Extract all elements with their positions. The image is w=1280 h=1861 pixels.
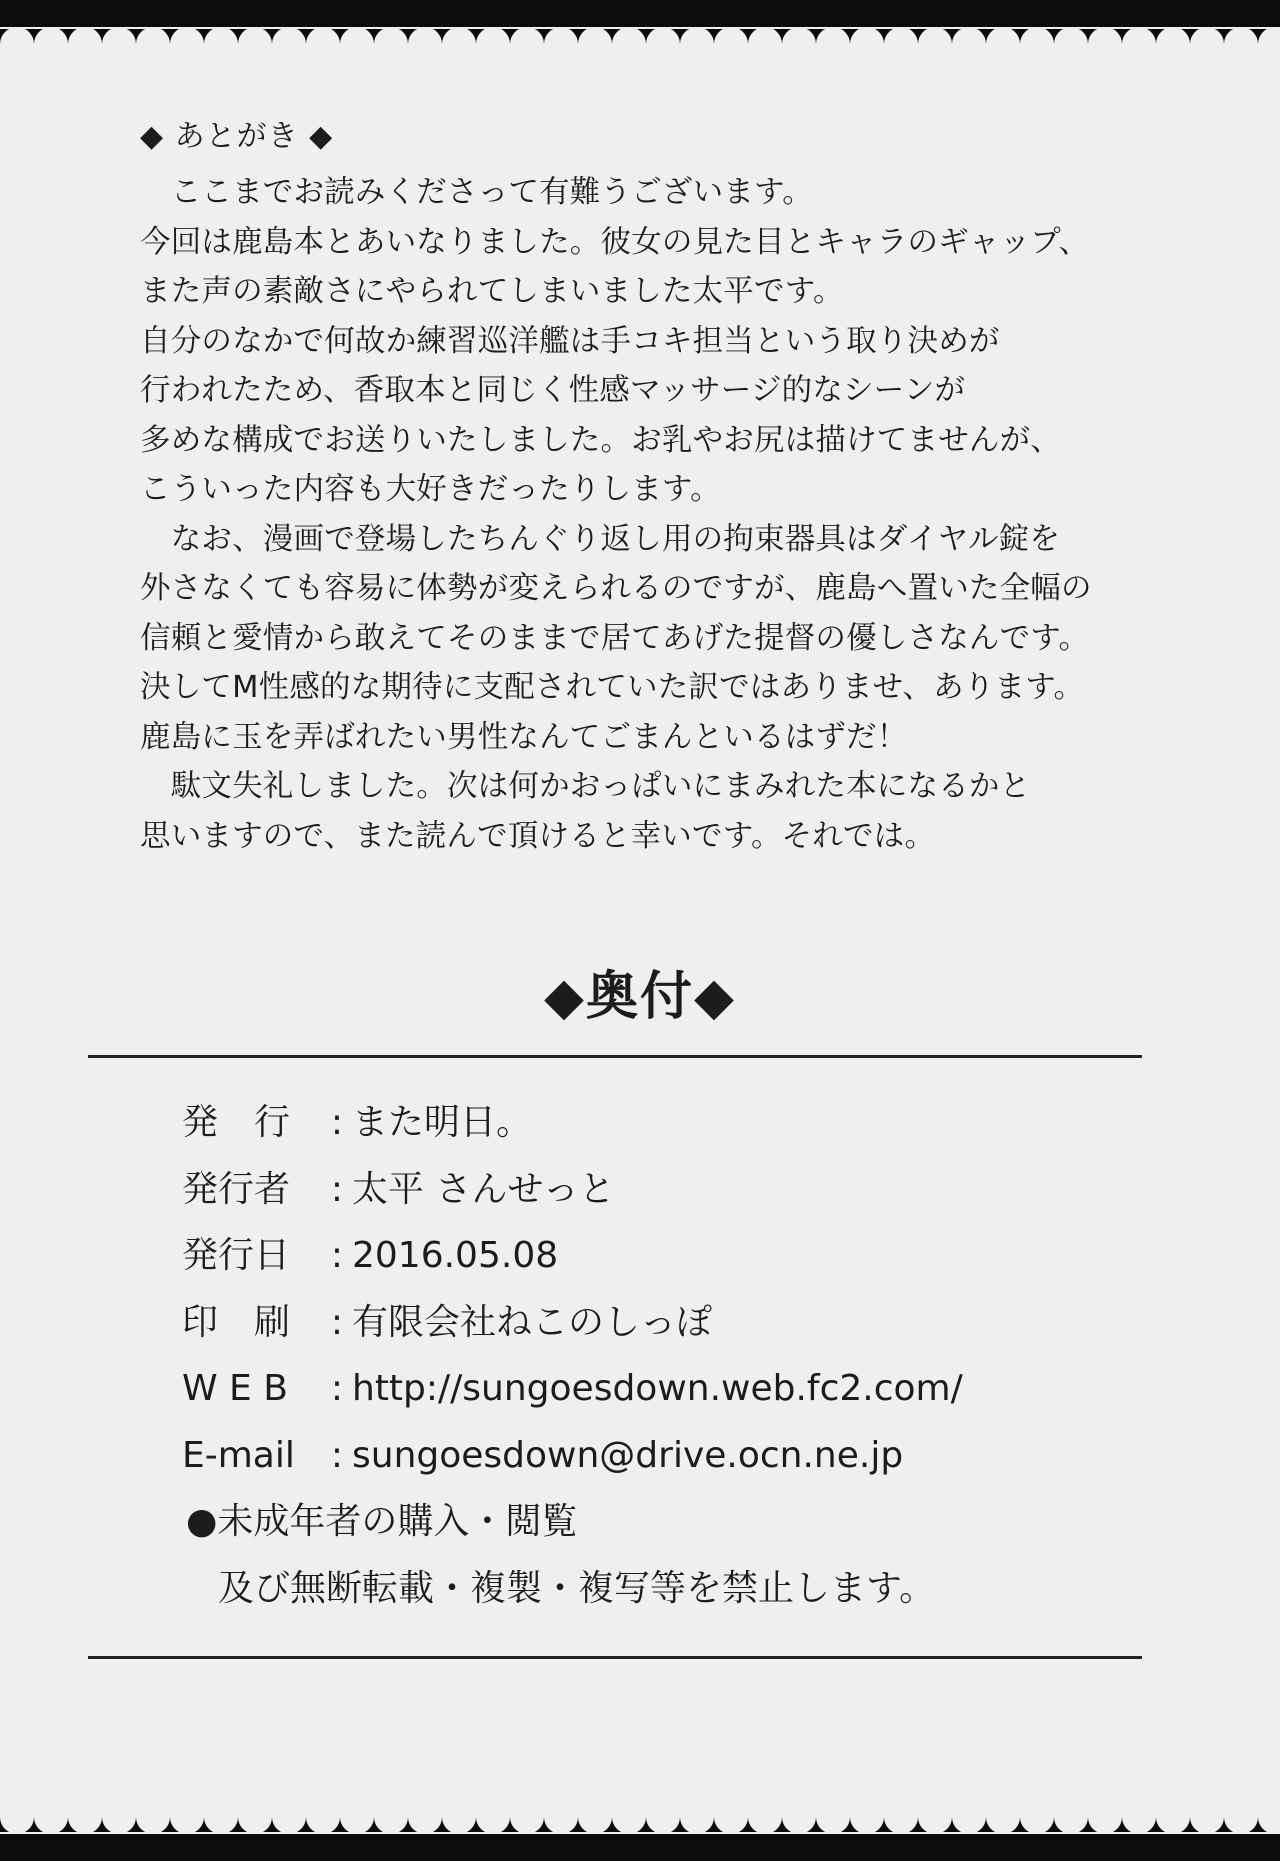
bottom-scalloped-border xyxy=(0,1799,1280,1861)
colophon-label: E-mail xyxy=(182,1434,295,1476)
top-scalloped-border xyxy=(0,0,1280,62)
colophon-section xyxy=(182,1090,1162,1622)
afterword-line: 行われたため、香取本と同じく性感マッサージ的なシーンが xyxy=(140,373,966,408)
colophon-separator: : xyxy=(330,1102,344,1143)
colophon-separator: : xyxy=(330,1368,344,1409)
colophon-label: 発 行 xyxy=(182,1102,291,1143)
afterword-line: 思いますので、また読んで頂けると幸いです。それでは。 xyxy=(140,818,936,854)
afterword-line: また声の素敵さにやられてしまいました太平です。 xyxy=(140,274,844,309)
notice-line-1: ●未成年者の購入・閲覧 xyxy=(186,1501,578,1542)
afterword-line: ここまでお読みくださって有難うございます。 xyxy=(140,175,813,210)
web-url: http://sungoesdown.web.fc2.com/ xyxy=(352,1368,963,1409)
colophon-separator: : xyxy=(330,1434,344,1476)
colophon-row-printer xyxy=(182,1290,1162,1357)
colophon-row-date xyxy=(182,1223,1162,1290)
colophon-label: 発行日 xyxy=(182,1235,291,1276)
colophon-value: 有限会社ねこのしっぽ xyxy=(352,1301,713,1343)
afterword-line: なお、漫画で登場したちんぐり返し用の拘束器具はダイヤル錠を xyxy=(140,521,1061,557)
colophon-separator: : xyxy=(330,1168,344,1210)
colophon-value: 太平 さんせっと xyxy=(352,1168,615,1210)
divider-top xyxy=(88,1055,1142,1058)
colophon-label: W E B xyxy=(182,1368,288,1409)
colophon-separator: : xyxy=(330,1301,344,1343)
afterword-line: 自分のなかで何故か練習巡洋艦は手コキ担当という取り決めが xyxy=(140,323,1000,359)
divider-bottom xyxy=(88,1656,1142,1659)
afterword-line: 駄文失礼しました。次は何かおっぱいにまみれた本になるかと xyxy=(140,769,1031,804)
afterword-line: こういった内容も大好きだったりします。 xyxy=(140,472,721,507)
bottom-scallop-shape xyxy=(0,1799,1280,1834)
afterword-line: 鹿島に玉を弄ばれたい男性なんてごまんといるはずだ！ xyxy=(140,719,908,755)
email-address: sungoesdown@drive.ocn.ne.jp xyxy=(352,1434,904,1476)
colophon-label: 発行者 xyxy=(182,1168,291,1210)
top-scallop-shape xyxy=(0,27,1280,62)
afterword-body xyxy=(140,168,1160,861)
afterword-line: 決してM性感的な期待に支配されていた訳ではありませ、あります。 xyxy=(140,670,1085,705)
colophon-value: 2016.05.08 xyxy=(352,1235,559,1276)
afterword-line: 信頼と愛情から敢えてそのままで居てあげた提督の優しさなんです。 xyxy=(140,620,1090,656)
afterword-heading: ◆ あとがき ◆ xyxy=(140,119,334,154)
afterword-line: 多めな構成でお送りいたしました。お乳やお尻は描けてませんが、 xyxy=(140,422,1061,458)
colophon-title: ◆奥付◆ xyxy=(544,967,736,1027)
colophon-row-email xyxy=(182,1423,1162,1490)
afterword-line: 外さなくても容易に体勢が変えられるのですが、鹿島へ置いた全幅の xyxy=(140,571,1092,606)
colophon-row-issuer xyxy=(182,1157,1162,1224)
colophon-label: 印 刷 xyxy=(182,1301,291,1343)
afterword-section xyxy=(140,112,1160,861)
colophon-value: また明日。 xyxy=(352,1102,533,1143)
colophon-row-publisher xyxy=(182,1090,1162,1157)
colophon-separator: : xyxy=(330,1235,344,1276)
afterword-line: 今回は鹿島本とあいなりました。彼女の見た目とキャラのギャップ、 xyxy=(140,224,1090,260)
colophon-row-web xyxy=(182,1356,1162,1423)
notice-line-2: 及び無断転載・複製・複写等を禁止します。 xyxy=(218,1567,936,1609)
